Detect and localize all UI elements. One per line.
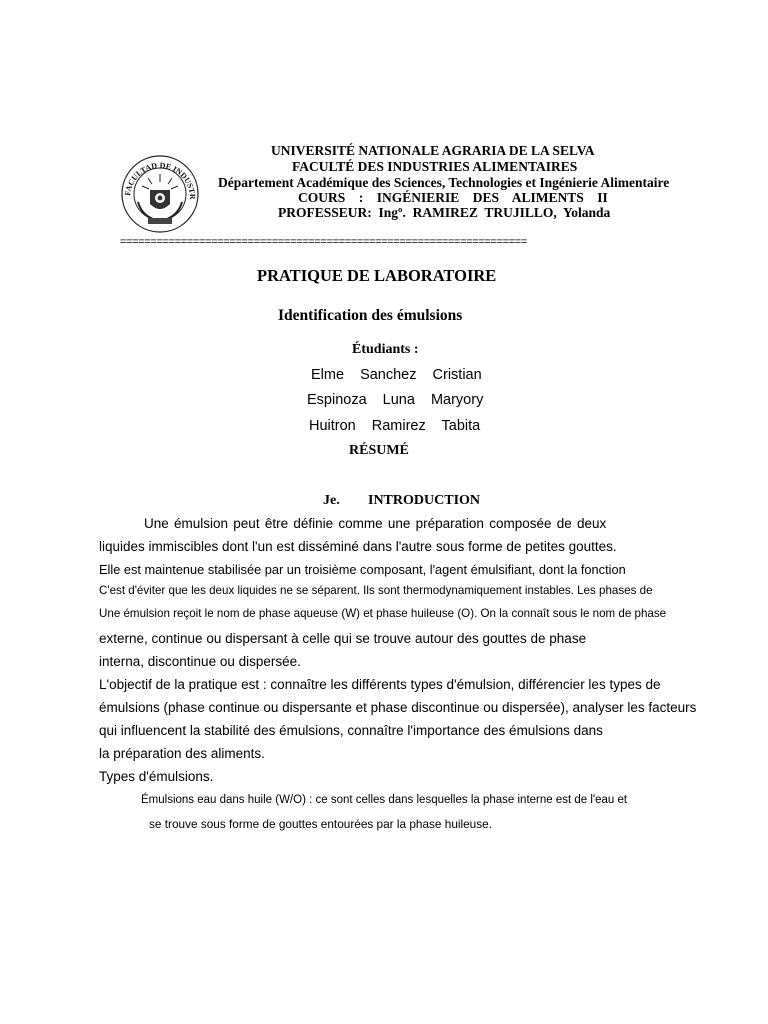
resume-heading: RÉSUMÉ: [349, 443, 409, 458]
body-line: émulsions (phase continue ou dispersante et phase discontinue ou dispersée), analyser les facteurs: [99, 700, 697, 715]
body-line: L'objectif de la pratique est : connaître les différents types d'émulsion, différencier les types de: [99, 677, 661, 692]
bullet-item-continuation: se trouve sous forme de gouttes entourées par la phase huileuse.: [149, 817, 492, 831]
bullet-item-text: Émulsions eau dans huile (W/O) : ce sont celles dans lesquelles la phase interne est de l'eau et: [141, 794, 628, 806]
faculty-seal-logo: [118, 152, 202, 236]
section-number: Je.: [323, 493, 340, 508]
page-subtitle: Identification des émulsions: [278, 307, 463, 324]
body-line: Une émulsion peut être définie comme une préparation composée de deux: [144, 516, 607, 531]
faculty-name: FACULTÉ DES INDUSTRIES ALIMENTAIRES: [292, 159, 578, 174]
course-line: COURS : INGÉNIERIE DES ALIMENTS II: [298, 190, 608, 205]
body-line: Une émulsion reçoit le nom de phase aqueuse (W) et phase huileuse (O). On la connaît sous le nom de phase: [99, 607, 667, 620]
student-name: Espinoza Luna Maryory: [307, 392, 484, 408]
student-name: Huitron Ramirez Tabita: [309, 418, 481, 434]
body-line: Elle est maintenue stabilisée par un troisième composant, l'agent émulsifiant, dont la fonction: [99, 562, 626, 577]
body-line: Types d'émulsions.: [99, 769, 214, 784]
students-label: Étudiants :: [352, 342, 419, 357]
header-separator: ===================================================================: [120, 236, 527, 248]
body-line: liquides immiscibles dont l'un est disséminé dans l'autre sous forme de petites gouttes.: [99, 539, 617, 554]
body-line: la préparation des aliments.: [99, 746, 265, 761]
body-line: interna, discontinue ou dispersée.: [99, 654, 301, 669]
body-line: externe, continue ou dispersant à celle qui se trouve autour des gouttes de phase: [99, 631, 587, 646]
student-name: Elme Sanchez Cristian: [311, 367, 482, 383]
section-title: INTRODUCTION: [368, 493, 481, 508]
department-name: Département Académique des Sciences, Technologies et Ingénierie Alimentaire: [218, 175, 670, 190]
svg-text:FACULTAD DE INDUSTRIAS ALIMENT: FACULTAD DE INDUSTR: [123, 160, 198, 200]
page-title: PRATIQUE DE LABORATOIRE: [257, 266, 497, 285]
professor-line: PROFESSEUR: Ingº. RAMIREZ TRUJILLO, Yolanda: [278, 205, 611, 220]
body-line: qui influencent la stabilité des émulsions, connaître l'importance des émulsions dans: [99, 723, 603, 738]
body-line: C'est d'éviter que les deux liquides ne se séparent. Ils sont thermodynamiquement instables. Les phases de: [99, 584, 653, 597]
university-name: UNIVERSITÉ NATIONALE AGRARIA DE LA SELVA: [271, 143, 595, 158]
